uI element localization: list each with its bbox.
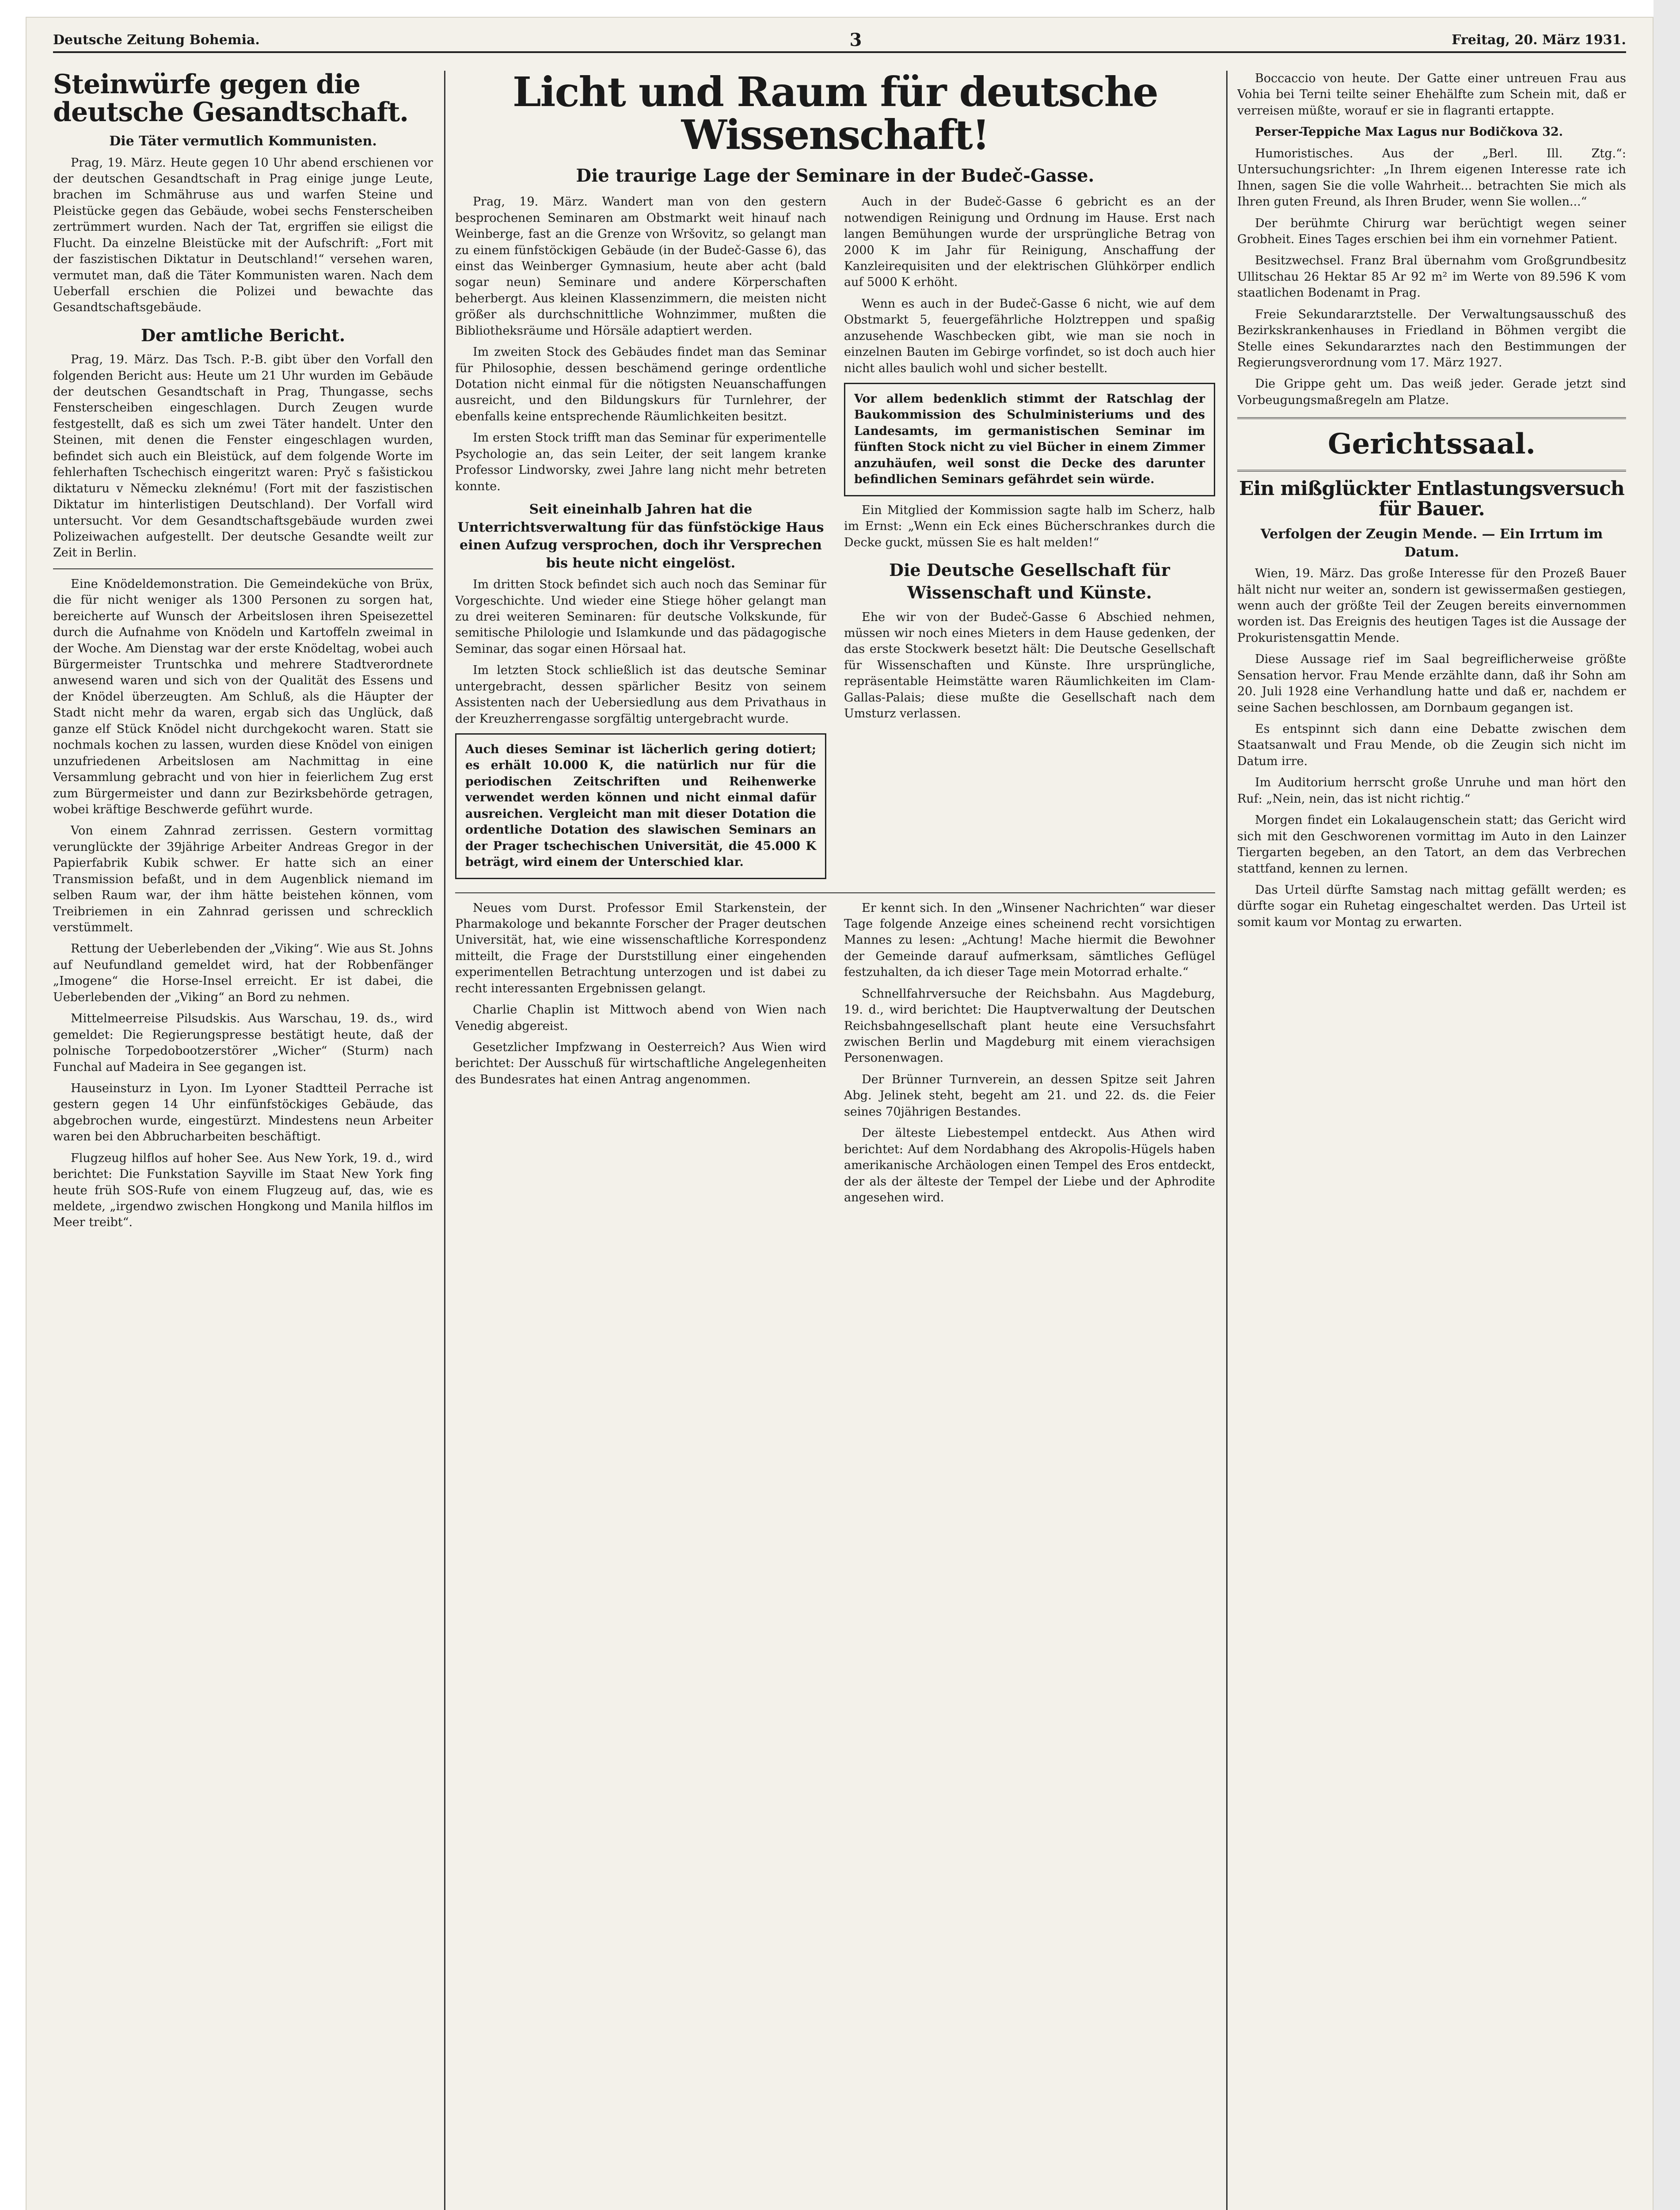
news-item: Gesetzlicher Impfzwang in Oesterreich? Aus Wien wird berichtet: Der Ausschuß für wirtschaftliche Angelegenheiten des Bundesrates hat einen Antrag angenommen. (455, 1040, 826, 1086)
article-subhead: Die Täter vermutlich Kommunisten. (109, 133, 377, 149)
feature-subhead: Die traurige Lage der Seminare in der Budeč-Gasse. (576, 165, 1095, 187)
divider (53, 568, 433, 569)
news-item: Der älteste Liebestempel entdeckt. Aus Athen wird berichtet: Auf dem Nordabhang des Akropolis-Hügels haben amerikanische Archäologen einen Tempel des Eros entdeckt, der als der älteste der Tempel der Liebe und der Aphrodite angesehen wird. (844, 1126, 1215, 1204)
column-rule (444, 71, 445, 2210)
feature-headline: Licht und Raum für deutsche Wissenschaft! (512, 71, 1158, 159)
newspaper-page (27, 18, 1653, 2210)
article-paragraph: Prag, 19. März. Das Tsch. P.-B. gibt über den Vorfall den folgenden Bericht aus: Heute um 21 Uhr wurden im Gebäude der deutschen Gesandtschaft in Prag, Thungasse, sechs Fensterscheiben eingeschlagen. Durch Zeugen wurde festgestellt, daß es sich um zwei Täter handelt. Unter den Steinen, mit denen die Fenster eingeschlagen wurden, befindet sich auch ein Bleistück, auf dem folgende Worte im fehlerhaften Tschechisch eingeritzt waren: Pryč s fašistickou diktaturu v Německu zleknému! (Fort mit der faszistischen Diktatur im hinterlistigen Deutschland). Der Vorfall wird untersucht. Vor dem Gesandtschaftsgebäude wurden zwei Polizeiwachen aufgestellt. Der deutsche Gesandte weilt zur Zeit in Berlin. (53, 353, 433, 560)
news-item: Der berühmte Chirurg war berüchtigt wegen seiner Grobheit. Eines Tages erschien bei ihm ein vornehmer Patient. (1237, 216, 1626, 246)
article-paragraph: Im Auditorium herrscht große Unruhe und man hört den Ruf: „Nein, nein, das ist nicht richtig.“ (1237, 776, 1626, 806)
news-item: Er kennt sich. In den „Winsener Nachrichten“ war dieser Tage folgende Anzeige eines scheinend recht vorsichtigen Mannes zu lesen: „Achtung! Mache hiermit die Bewohner der Gemeinde darauf aufmerksam, sämtliches Geflügel festzuhalten, da ich dieser Tage mein Motorrad erhalte.“ (844, 901, 1215, 979)
issue-date: Freitag, 20. März 1931. (1452, 32, 1626, 48)
news-item: Rettung der Ueberlebenden der „Viking“. Wie aus St. Johns auf Neufundland gemeldet wird, hat der Robbenfänger „Imogene“ die Horse-Insel erreicht. Er ist dabei, die Ueberlebenden der „Viking“ an Bord zu nehmen. (53, 942, 433, 1004)
columns (53, 71, 1626, 2210)
news-item: Eine Knödeldemonstration. Die Gemeindeküche von Brüx, die für nicht weniger als 1300 Personen zu sorgen hat, bereicherte auf Wunsch der Arbeitslosen ihren Speisezettel durch die Aufnahme von Knödeln und Kartoffeln zweimal in der Woche. Am Dienstag war der erste Knödeltag, wobei auch Bürgermeister Truntschka und mehrere Stadtverordnete anwesend waren und sich von der Qualität des Essens und der Knödel überzeugten. Am Schluß, als die Häupter der Stadt nicht mehr da waren, ergab sich das Unglück, daß ganze elf Stück Knödel nicht durchgekocht waren. Statt sie nochmals kochen zu lassen, wurden diese Knödel von einigen unzufriedenen Arbeitslosen am Nachmittag in eine Versammlung gebracht und von hier in feierlichem Zug erst zum Bürgermeister und dann zur Bezirksbehörde getragen, wobei kräftige Beschwerde geführt wurde. (53, 577, 433, 816)
feature-subcolumn (844, 194, 1215, 885)
article-paragraph: Im zweiten Stock des Gebäudes findet man das Seminar für Philosophie, dessen beschämend geringe ordentliche Dotation nicht einmal für die nötigsten Neuanschaffungen ausreicht, und den Bildungskurs für Turnlehrer, der ebenfalls keine entsprechende Räumlichkeiten besitzt. (455, 345, 826, 423)
section-heading: Die Deutsche Gesellschaft für Wissenschaft und Künste. (889, 560, 1170, 603)
article-paragraph: Wenn es auch in der Budeč-Gasse 6 nicht, wie auf dem Obstmarkt 5, feuergefährliche Holztreppen und spaßig anzusehende Waschbecken gibt, wie man sie noch in einzelnen Bauten im Gebirge vorfindet, so ist doch auch hier nicht alles baulich wohl und sicher bestellt. (844, 297, 1215, 375)
news-item: Von einem Zahnrad zerrissen. Gestern vormittag verunglückte der 39jährige Arbeiter Andreas Gregor in der Papierfabrik Kubik schwer. Er hatte sich an einer Transmission befaßt, und in dem Augenblick niemand im selben Raum war, der ihm hätte beistehen können, vom Treibriemen in ein Zahnrad gerissen und schrecklich verstümmelt. (53, 824, 433, 935)
news-item: Hauseinsturz in Lyon. Im Lyoner Stadtteil Perrache ist gestern gegen 14 Uhr einfünfstöckiges Gebäude, das abgebrochen wurde, eingestürzt. Mindestens neun Arbeiter waren bei den Abbrucharbeiten beschäftigt. (53, 1081, 433, 1144)
news-item: Flugzeug hilflos auf hoher See. Aus New York, 19. d., wird berichtet: Die Funkstation Sayville im Staat New York fing heute früh SOS-Rufe von einem Flugzeug auf, das, wie es meldete, „irgendwo zwischen Hongkong und Manila hilflos im Meer treibt“. (53, 1151, 433, 1230)
article-paragraph: Das Urteil dürfte Samstag nach mittag gefällt werden; es dürfte sogar ein Ruhetag eingeschaltet werden. Das Urteil ist somit kaum vor Montag zu erwarten. (1237, 883, 1626, 929)
article-paragraph: Ehe wir von der Budeč-Gasse 6 Abschied nehmen, müssen wir noch eines Mieters in dem Hause gedenken, der das erste Stockwerk besetzt hält: Die Deutsche Gesellschaft für Wissenschaften und Künste. Ihre ursprüngliche, repräsentable Heimstätte waren Räumlichkeiten im Clam-Gallas-Palais; diese mußte die Gesellschaft nach dem Umsturz verlassen. (844, 610, 1215, 721)
article-paragraph: Ein Mitglied der Kommission sagte halb im Scherz, halb im Ernst: „Wenn ein Eck eines Bücherschrankes durch die Decke guckt, müssen Sie es halt melden!“ (844, 503, 1215, 549)
boxed-notice: Auch dieses Seminar ist lächerlich gering dotiert; es erhält 10.000 K, die natürlich nur für die periodischen Zeitschriften und Reihenwerke verwendet werden können und nicht einmal dafür ausreichen. Vergleicht man mit dieser Dotation die ordentliche Dotation des slawischen Seminars an der Prager tschechischen Universität, die 45.000 K beträgt, wird einem der Unterschied klar. (455, 733, 826, 879)
article-paragraph: Im letzten Stock schließlich ist das deutsche Seminar untergebracht, dessen spärlicher Besitz von seinem Assistenten nach der Uebersiedlung aus dem Privathaus in der Kreuzherrengasse sorgfältig untergebracht wurde. (455, 663, 826, 726)
news-item: Humoristisches. Aus der „Berl. Ill. Ztg.“: Untersuchungsrichter: „In Ihrem eigenen Interesse rate ich Ihnen, sagen Sie die volle Wahrheit... betrachten Sie mich als Ihren guten Freund, als Ihren Bruder, wenn Sie wollen...“ (1237, 146, 1626, 209)
article-subhead: Verfolgen der Zeugin Mende. — Ein Irrtum im Datum. (1260, 526, 1603, 560)
news-subcolumn (844, 900, 1215, 1212)
news-item: Neues vom Durst. Professor Emil Starkenstein, der Pharmakologe und bekannte Forscher der Prager deutschen Universität, hat, wie eine wissenschaftliche Korrespondenz mitteilt, die Frage der Durststillung einer eingehenden experimentellen Betrachtung unterzogen und ist dabei zu recht interessanten Ergebnissen gelangt. (455, 901, 826, 995)
news-item: Schnellfahrversuche der Reichsbahn. Aus Magdeburg, 19. d., wird berichtet: Die Hauptverwaltung der Deutschen Reichsbahngesellschaft plant heute eine Versuchsfahrt zwischen Berlin und Magdeburg mit einem vierachsigen Personenwagen. (844, 987, 1215, 1065)
article-paragraph: Prag, 19. März. Wandert man von den gestern besprochenen Seminaren am Obstmarkt weit hinauf nach Weinberge, fast an die Grenze von Wršovitz, so gelangt man zu einem fünfstöckigen Gebäude (in der Budeč-Gasse 6), das einst das Weinberger Gymnasium, heute aber acht (bald sogar neun) Seminare und andere Körperschaften beherbergt. Aus kleinen Klassenzimmern, die meisten nicht größer als durchschnittliche Wohnzimmer, mußten die Bibliotheksräume und Hörsäle adaptiert werden. (455, 195, 826, 338)
article-headline: Ein mißglückter Entlastungsversuch für Bauer. (1239, 477, 1624, 520)
article-paragraph: Morgen findet ein Lokalaugenschein statt; das Gericht wird sich mit den Geschworenen vormittag im Auto in den Lainzer Tiergarten begeben, an den Tatort, an dem das Verbrechen stattfand, kennen zu lernen. (1237, 813, 1626, 876)
article-paragraph: Wien, 19. März. Das große Interesse für den Prozeß Bauer hält nicht nur weiter an, sondern ist gewissermaßen gestiegen, wenn auch der größte Teil der Zeugen bereits einvernommen worden ist. Das Ereignis des heutigen Tages ist die Aussage der Prokuristensgattin Mende. (1237, 567, 1626, 645)
news-item: Der Brünner Turnverein, an dessen Spitze seit Jahren Abg. Jelinek steht, begeht am 21. und 22. ds. die Feier seines 70jährigen Bestandes. (844, 1072, 1215, 1119)
section-title-court: Gerichtssaal. (1237, 417, 1626, 471)
scan-binding-strip (1653, 0, 1680, 2210)
boxed-notice: Vor allem bedenklich stimmt der Ratschlag der Baukommission des Schulministeriums und des Landesamts, im germanistischen Seminar im fünften Stock nicht zu viel Bücher in einem Zimmer anzuhäufen, weil sonst die Decke des darunter befindlichen Seminars gefährdet sein würde. (844, 383, 1215, 496)
feature-subcolumn (455, 194, 826, 885)
news-item: Freie Sekundararztstelle. Der Verwaltungsausschuß des Bezirkskrankenhauses in Friedland in Böhmen vergibt die Stelle eines Sekundararztes nach den Bestimmungen der Regierungsverordnung vom 17. März 1927. (1237, 307, 1626, 370)
article-headline: Steinwürfe gegen die deutsche Gesandtschaft. (53, 71, 409, 128)
news-subcolumn (455, 900, 826, 1212)
masthead (53, 31, 1626, 53)
article-paragraph: Diese Aussage rief im Saal begreiflicherweise größte Sensation hervor. Frau Mende erzählte dann, daß ihr Sohn am 20. Juli 1928 eine Verhandlung hatte und daß er, nachdem er seine Sachen beschlossen, am Dornbaum gegangen ist. (1237, 652, 1626, 715)
section-heading: Der amtliche Bericht. (141, 325, 346, 345)
article-paragraph: Es entspinnt sich dann eine Debatte zwischen dem Staatsanwalt und Frau Mende, ob die Zeugin sich nicht im Datum irre. (1237, 722, 1626, 768)
column-right (1237, 71, 1626, 2210)
divider (455, 892, 1215, 893)
advertisement: Perser-Teppiche Max Lagus nur Bodičkova 32. (1255, 125, 1563, 139)
news-item: Mittelmeerreise Pilsudskis. Aus Warschau, 19. ds., wird gemeldet: Die Regierungspresse bestätigt heute, daß der polnische Torpedobootzerstörer „Wicher“ (Sturm) nach Funchal auf Madeira in See gegangen ist. (53, 1012, 433, 1074)
column-center (455, 71, 1215, 2210)
article-paragraph: Im ersten Stock trifft man das Seminar für experimentelle Psychologie an, das sein Leiter, der seit langem kranke Professor Lindworsky, zwei Jahre lang nicht mehr betreten konnte. (455, 431, 826, 493)
article-paragraph: Prag, 19. März. Heute gegen 10 Uhr abend erschienen vor der deutschen Gesandtschaft in Prag einige junge Leute, brachen im Schmähruse aus und warfen Steine und Pleistücke gegen das Gebäude, wobei sechs Fensterscheiben zertrümmert wurden. Nach der Tat, ergriffen sie eiligst die Flucht. Da einzelne Bleistücke mit der Aufschrift: „Fort mit der faszistischen Diktatur in Deutschland!“ versehen waren, vermutet man, daß die Täter Kommunisten waren. Nach dem Ueberfall erschien die Polizei und bewachte das Gesandtschaftsgebäude. (53, 156, 433, 315)
news-item: Charlie Chaplin ist Mittwoch abend von Wien nach Venedig abgereist. (455, 1003, 826, 1033)
news-item: Boccaccio von heute. Der Gatte einer untreuen Frau aus Vohia bei Terni teilte seiner Ehehälfte zum Schein mit, daß er verreisen müßte, worauf er sie in flagranti ertappte. (1237, 72, 1626, 118)
interim-heading: Seit eineinhalb Jahren hat die Unterrichtsverwaltung für das fünfstöckige Haus einen Aufzug versprochen, doch ihr Versprechen bis heute nicht eingelöst. (457, 502, 824, 571)
page-number: 3 (849, 29, 862, 50)
column-left (53, 71, 433, 2210)
column-rule (1226, 71, 1228, 2210)
news-block (455, 900, 1215, 1212)
news-item: Besitzwechsel. Franz Bral übernahm vom Großgrundbesitz Ullitschau 26 Hektar 85 Ar 92 m² im Werte von 89.596 K vom staatlichen Bodenamt in Prag. (1237, 254, 1626, 300)
paper-name: Deutsche Zeitung Bohemia. (53, 32, 260, 48)
article-paragraph: Im dritten Stock befindet sich auch noch das Seminar für Vorgeschichte. Und wieder eine Stiege höher gelangt man zu drei weiteren Seminaren: für deutsche Volkskunde, für semitische Philologie und Islamkunde und das pädagogische Seminar, das sogar einen Hörsaal hat. (455, 578, 826, 656)
article-paragraph: Auch in der Budeč-Gasse 6 gebricht es an der notwendigen Reinigung und Ordnung im Hause. Erst nach langen Bemühungen wurde der ursprüngliche Betrag von 2000 K im Jahr für Reinigung, Anschaffung der Kanzleirequisiten und der elektrischen Glühkörper endlich auf 5000 K erhöht. (844, 195, 1215, 290)
feature-body (455, 194, 1215, 885)
news-item: Die Grippe geht um. Das weiß jeder. Gerade jetzt sind Vorbeugungsmaßregeln am Platze. (1237, 377, 1626, 407)
